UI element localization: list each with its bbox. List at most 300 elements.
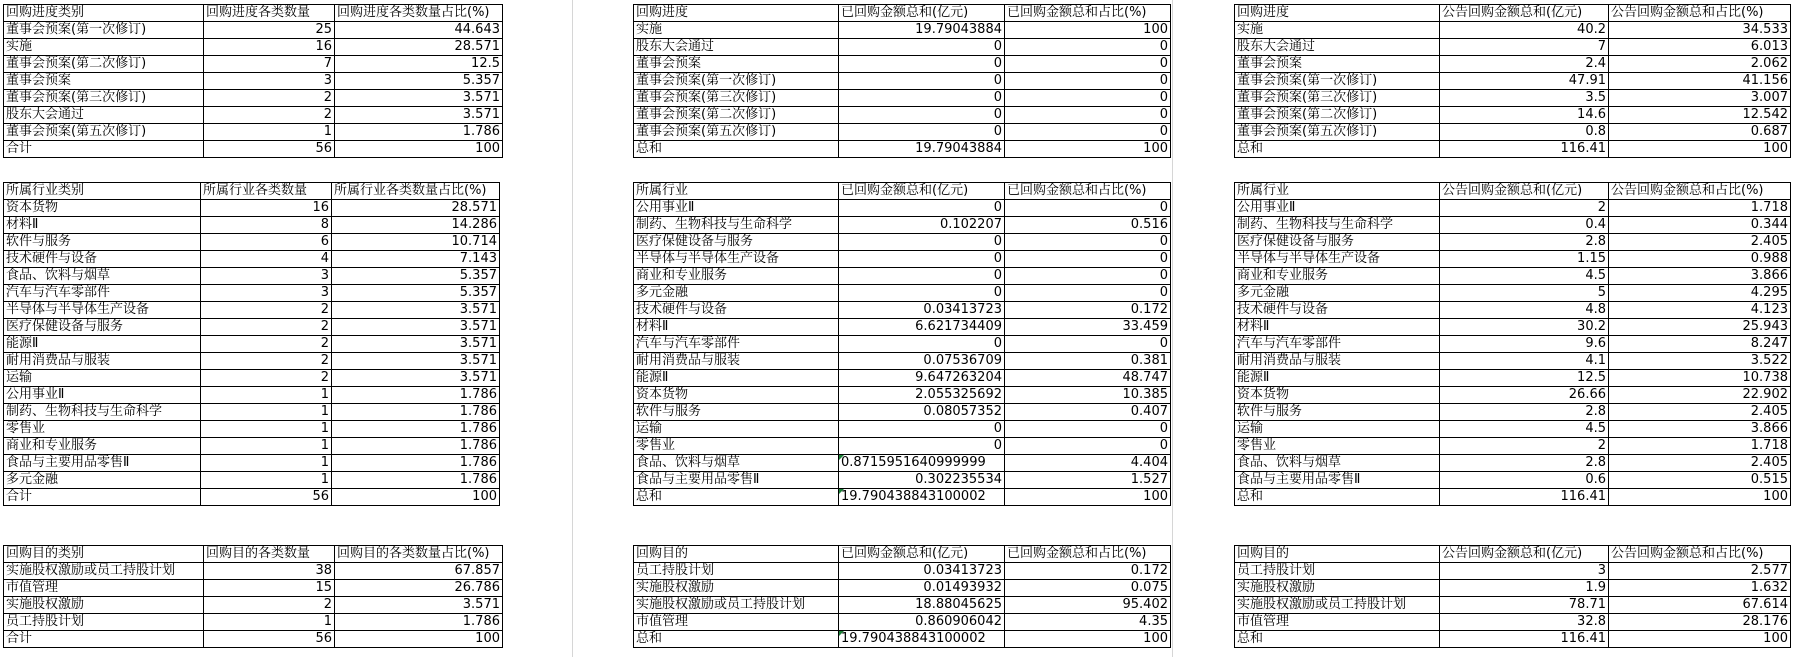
value-cell[interactable]: 0 (1005, 56, 1171, 73)
value-cell[interactable]: 2.577 (1609, 563, 1791, 580)
value-cell[interactable]: 26.786 (335, 580, 503, 597)
column-header[interactable]: 已回购金额总和(亿元) (839, 5, 1005, 22)
row-label-cell[interactable]: 市值管理 (4, 580, 204, 597)
row-label-cell[interactable]: 董事会预案(第五次修订) (1235, 124, 1440, 141)
row-label-cell[interactable]: 股东大会通过 (1235, 39, 1440, 56)
row-label-cell[interactable]: 资本货物 (1235, 387, 1440, 404)
value-cell[interactable]: 34.533 (1609, 22, 1791, 39)
row-label-cell[interactable]: 运输 (1235, 421, 1440, 438)
row-label-cell[interactable]: 董事会预案 (634, 56, 839, 73)
value-cell[interactable]: 0 (839, 200, 1005, 217)
value-cell[interactable]: 14.6 (1440, 107, 1609, 124)
value-cell[interactable]: 56 (204, 141, 335, 158)
value-cell[interactable]: 0.03413723 (839, 302, 1005, 319)
value-cell[interactable]: 40.2 (1440, 22, 1609, 39)
value-cell[interactable]: 2 (201, 370, 332, 387)
column-header[interactable]: 回购目的各类数量占比(%) (335, 546, 503, 563)
value-cell[interactable]: 1 (201, 438, 332, 455)
row-label-cell[interactable]: 股东大会通过 (4, 107, 204, 124)
value-cell[interactable]: 3 (204, 73, 335, 90)
value-cell[interactable]: 0 (839, 56, 1005, 73)
column-header[interactable]: 已回购金额总和占比(%) (1005, 546, 1171, 563)
row-label-cell[interactable]: 医疗保健设备与服务 (634, 234, 839, 251)
value-cell[interactable]: 0 (839, 73, 1005, 90)
row-label-cell[interactable]: 董事会预案(第五次修订) (4, 124, 204, 141)
column-header[interactable]: 已回购金额总和占比(%) (1005, 183, 1171, 200)
row-label-cell[interactable]: 员工持股计划 (1235, 563, 1440, 580)
row-label-cell[interactable]: 耐用消费品与服装 (634, 353, 839, 370)
value-cell[interactable]: 0 (1005, 73, 1171, 90)
value-cell[interactable]: 3.5 (1440, 90, 1609, 107)
row-label-cell[interactable]: 制药、生物科技与生命科学 (1235, 217, 1440, 234)
value-cell[interactable]: 2 (201, 336, 332, 353)
value-cell[interactable]: 67.614 (1609, 597, 1791, 614)
value-cell[interactable]: 0.381 (1005, 353, 1171, 370)
value-cell[interactable]: 0 (839, 268, 1005, 285)
value-cell[interactable]: 6.621734409 (839, 319, 1005, 336)
value-cell[interactable]: 2.8 (1440, 234, 1609, 251)
row-label-cell[interactable]: 汽车与汽车零部件 (1235, 336, 1440, 353)
row-label-cell[interactable]: 董事会预案(第一次修订) (4, 22, 204, 39)
value-cell[interactable]: 0.860906042 (839, 614, 1005, 631)
column-header[interactable]: 回购目的 (1235, 546, 1440, 563)
value-cell[interactable]: 12.542 (1609, 107, 1791, 124)
value-cell[interactable]: 7 (1440, 39, 1609, 56)
row-label-cell[interactable]: 半导体与半导体生产设备 (4, 302, 201, 319)
value-cell[interactable]: 0 (1005, 39, 1171, 56)
column-header[interactable]: 所属行业 (634, 183, 839, 200)
value-cell[interactable]: 28.176 (1609, 614, 1791, 631)
value-cell[interactable]: 48.747 (1005, 370, 1171, 387)
row-label-cell[interactable]: 总和 (634, 631, 839, 648)
row-label-cell[interactable]: 实施 (1235, 22, 1440, 39)
value-cell[interactable]: 5.357 (335, 73, 503, 90)
value-cell[interactable]: 12.5 (335, 56, 503, 73)
value-cell[interactable]: 0.515 (1609, 472, 1791, 489)
row-label-cell[interactable]: 实施股权激励或员工持股计划 (1235, 597, 1440, 614)
value-cell[interactable]: 6.013 (1609, 39, 1791, 56)
value-cell[interactable]: 4.1 (1440, 353, 1609, 370)
column-header[interactable]: 公告回购金额总和(亿元) (1440, 183, 1609, 200)
value-cell[interactable]: 19.790438843100002 (839, 631, 1005, 648)
column-header[interactable]: 已回购金额总和占比(%) (1005, 5, 1171, 22)
value-cell[interactable]: 1.786 (332, 438, 500, 455)
value-cell[interactable]: 2 (204, 90, 335, 107)
value-cell[interactable]: 5.357 (332, 268, 500, 285)
column-header[interactable]: 已回购金额总和(亿元) (839, 183, 1005, 200)
value-cell[interactable]: 0.07536709 (839, 353, 1005, 370)
row-label-cell[interactable]: 能源Ⅱ (634, 370, 839, 387)
row-label-cell[interactable]: 医疗保健设备与服务 (4, 319, 201, 336)
row-label-cell[interactable]: 总和 (1235, 489, 1440, 506)
value-cell[interactable]: 0 (1005, 234, 1171, 251)
row-label-cell[interactable]: 资本货物 (4, 200, 201, 217)
column-header[interactable]: 回购目的类别 (4, 546, 204, 563)
value-cell[interactable]: 0 (1005, 285, 1171, 302)
value-cell[interactable]: 0 (839, 107, 1005, 124)
value-cell[interactable]: 100 (332, 489, 500, 506)
value-cell[interactable]: 0 (1005, 251, 1171, 268)
value-cell[interactable]: 2 (201, 302, 332, 319)
value-cell[interactable]: 1.9 (1440, 580, 1609, 597)
value-cell[interactable]: 100 (1005, 22, 1171, 39)
value-cell[interactable]: 2.055325692 (839, 387, 1005, 404)
column-header[interactable]: 已回购金额总和(亿元) (839, 546, 1005, 563)
row-label-cell[interactable]: 公用事业Ⅱ (4, 387, 201, 404)
value-cell[interactable]: 1.786 (332, 421, 500, 438)
column-header[interactable]: 回购进度类别 (4, 5, 204, 22)
value-cell[interactable]: 6 (201, 234, 332, 251)
value-cell[interactable]: 26.66 (1440, 387, 1609, 404)
row-label-cell[interactable]: 制药、生物科技与生命科学 (634, 217, 839, 234)
value-cell[interactable]: 2.4 (1440, 56, 1609, 73)
value-cell[interactable]: 2.062 (1609, 56, 1791, 73)
row-label-cell[interactable]: 商业和专业服务 (634, 268, 839, 285)
value-cell[interactable]: 100 (335, 141, 503, 158)
value-cell[interactable]: 3.571 (335, 90, 503, 107)
value-cell[interactable]: 1 (201, 472, 332, 489)
value-cell[interactable]: 19.79043884 (839, 22, 1005, 39)
row-label-cell[interactable]: 董事会预案(第一次修订) (634, 73, 839, 90)
value-cell[interactable]: 4.35 (1005, 614, 1171, 631)
row-label-cell[interactable]: 员工持股计划 (4, 614, 204, 631)
row-label-cell[interactable]: 食品、饮料与烟草 (634, 455, 839, 472)
row-label-cell[interactable]: 董事会预案(第二次修订) (4, 56, 204, 73)
value-cell[interactable]: 2 (1440, 438, 1609, 455)
value-cell[interactable]: 0.988 (1609, 251, 1791, 268)
value-cell[interactable]: 0.302235534 (839, 472, 1005, 489)
row-label-cell[interactable]: 软件与服务 (4, 234, 201, 251)
row-label-cell[interactable]: 合计 (4, 141, 204, 158)
value-cell[interactable]: 2 (201, 353, 332, 370)
value-cell[interactable]: 0 (839, 90, 1005, 107)
value-cell[interactable]: 4 (201, 251, 332, 268)
value-cell[interactable]: 0 (1005, 200, 1171, 217)
row-label-cell[interactable]: 实施股权激励 (4, 597, 204, 614)
row-label-cell[interactable]: 多元金融 (1235, 285, 1440, 302)
value-cell[interactable]: 0.01493932 (839, 580, 1005, 597)
column-header[interactable]: 所属行业 (1235, 183, 1440, 200)
row-label-cell[interactable]: 运输 (634, 421, 839, 438)
column-header[interactable]: 回购进度各类数量占比(%) (335, 5, 503, 22)
value-cell[interactable]: 3.571 (332, 302, 500, 319)
value-cell[interactable]: 0.8715951640999999 (839, 455, 1005, 472)
column-header[interactable]: 公告回购金额总和(亿元) (1440, 546, 1609, 563)
value-cell[interactable]: 10.738 (1609, 370, 1791, 387)
value-cell[interactable]: 3.866 (1609, 268, 1791, 285)
value-cell[interactable]: 3 (201, 285, 332, 302)
value-cell[interactable]: 3.571 (332, 336, 500, 353)
row-label-cell[interactable]: 制药、生物科技与生命科学 (4, 404, 201, 421)
value-cell[interactable]: 0.102207 (839, 217, 1005, 234)
column-header[interactable]: 回购目的各类数量 (204, 546, 335, 563)
value-cell[interactable]: 2.405 (1609, 234, 1791, 251)
row-label-cell[interactable]: 董事会预案 (4, 73, 204, 90)
row-label-cell[interactable]: 总和 (634, 141, 839, 158)
value-cell[interactable]: 4.404 (1005, 455, 1171, 472)
value-cell[interactable]: 22.902 (1609, 387, 1791, 404)
row-label-cell[interactable]: 实施股权激励或员工持股计划 (4, 563, 204, 580)
value-cell[interactable]: 0.08057352 (839, 404, 1005, 421)
value-cell[interactable]: 0 (839, 438, 1005, 455)
value-cell[interactable]: 7 (204, 56, 335, 73)
row-label-cell[interactable]: 汽车与汽车零部件 (634, 336, 839, 353)
row-label-cell[interactable]: 医疗保健设备与服务 (1235, 234, 1440, 251)
value-cell[interactable]: 5 (1440, 285, 1609, 302)
value-cell[interactable]: 0 (839, 336, 1005, 353)
row-label-cell[interactable]: 食品与主要用品零售Ⅱ (4, 455, 201, 472)
value-cell[interactable]: 100 (1609, 141, 1791, 158)
row-label-cell[interactable]: 董事会预案(第二次修订) (1235, 107, 1440, 124)
row-label-cell[interactable]: 实施股权激励或员工持股计划 (634, 597, 839, 614)
value-cell[interactable]: 100 (1005, 631, 1171, 648)
value-cell[interactable]: 100 (335, 631, 503, 648)
value-cell[interactable]: 0.172 (1005, 563, 1171, 580)
column-header[interactable]: 回购进度 (1235, 5, 1440, 22)
row-label-cell[interactable]: 董事会预案 (1235, 56, 1440, 73)
value-cell[interactable]: 8.247 (1609, 336, 1791, 353)
column-header[interactable]: 所属行业类别 (4, 183, 201, 200)
value-cell[interactable]: 44.643 (335, 22, 503, 39)
row-label-cell[interactable]: 商业和专业服务 (4, 438, 201, 455)
value-cell[interactable]: 2.405 (1609, 455, 1791, 472)
row-label-cell[interactable]: 总和 (1235, 141, 1440, 158)
value-cell[interactable]: 1 (201, 455, 332, 472)
value-cell[interactable]: 2 (204, 597, 335, 614)
value-cell[interactable]: 0 (1005, 336, 1171, 353)
value-cell[interactable]: 0.6 (1440, 472, 1609, 489)
value-cell[interactable]: 1.718 (1609, 438, 1791, 455)
value-cell[interactable]: 116.41 (1440, 489, 1609, 506)
row-label-cell[interactable]: 食品与主要用品零售Ⅱ (1235, 472, 1440, 489)
value-cell[interactable]: 0.172 (1005, 302, 1171, 319)
row-label-cell[interactable]: 公用事业Ⅱ (634, 200, 839, 217)
value-cell[interactable]: 1 (204, 614, 335, 631)
value-cell[interactable]: 30.2 (1440, 319, 1609, 336)
value-cell[interactable]: 3.571 (335, 597, 503, 614)
row-label-cell[interactable]: 实施股权激励 (1235, 580, 1440, 597)
value-cell[interactable]: 2.405 (1609, 404, 1791, 421)
value-cell[interactable]: 116.41 (1440, 631, 1609, 648)
value-cell[interactable]: 0.344 (1609, 217, 1791, 234)
value-cell[interactable]: 0.03413723 (839, 563, 1005, 580)
value-cell[interactable]: 0 (1005, 107, 1171, 124)
value-cell[interactable]: 0.516 (1005, 217, 1171, 234)
value-cell[interactable]: 1.786 (335, 614, 503, 631)
value-cell[interactable]: 1.15 (1440, 251, 1609, 268)
value-cell[interactable]: 16 (204, 39, 335, 56)
row-label-cell[interactable]: 市值管理 (634, 614, 839, 631)
value-cell[interactable]: 2 (1440, 200, 1609, 217)
value-cell[interactable]: 95.402 (1005, 597, 1171, 614)
row-label-cell[interactable]: 股东大会通过 (634, 39, 839, 56)
value-cell[interactable]: 0.8 (1440, 124, 1609, 141)
value-cell[interactable]: 0.687 (1609, 124, 1791, 141)
value-cell[interactable]: 1.786 (332, 387, 500, 404)
value-cell[interactable]: 4.295 (1609, 285, 1791, 302)
value-cell[interactable]: 100 (1609, 489, 1791, 506)
value-cell[interactable]: 15 (204, 580, 335, 597)
value-cell[interactable]: 38 (204, 563, 335, 580)
row-label-cell[interactable]: 食品与主要用品零售Ⅱ (634, 472, 839, 489)
row-label-cell[interactable]: 实施股权激励 (634, 580, 839, 597)
value-cell[interactable]: 8 (201, 217, 332, 234)
row-label-cell[interactable]: 多元金融 (4, 472, 201, 489)
value-cell[interactable]: 7.143 (332, 251, 500, 268)
column-header[interactable]: 回购目的 (634, 546, 839, 563)
value-cell[interactable]: 1.718 (1609, 200, 1791, 217)
value-cell[interactable]: 0 (839, 251, 1005, 268)
value-cell[interactable]: 3.571 (335, 107, 503, 124)
value-cell[interactable]: 0 (1005, 124, 1171, 141)
value-cell[interactable]: 14.286 (332, 217, 500, 234)
value-cell[interactable]: 100 (1005, 141, 1171, 158)
value-cell[interactable]: 1.786 (332, 455, 500, 472)
value-cell[interactable]: 0.075 (1005, 580, 1171, 597)
value-cell[interactable]: 0.4 (1440, 217, 1609, 234)
row-label-cell[interactable]: 总和 (1235, 631, 1440, 648)
value-cell[interactable]: 32.8 (1440, 614, 1609, 631)
value-cell[interactable]: 25 (204, 22, 335, 39)
value-cell[interactable]: 2 (204, 107, 335, 124)
value-cell[interactable]: 18.88045625 (839, 597, 1005, 614)
row-label-cell[interactable]: 零售业 (4, 421, 201, 438)
value-cell[interactable]: 3 (201, 268, 332, 285)
value-cell[interactable]: 3.571 (332, 353, 500, 370)
row-label-cell[interactable]: 技术硬件与设备 (634, 302, 839, 319)
row-label-cell[interactable]: 耐用消费品与服装 (1235, 353, 1440, 370)
value-cell[interactable]: 1.786 (332, 404, 500, 421)
row-label-cell[interactable]: 员工持股计划 (634, 563, 839, 580)
value-cell[interactable]: 47.91 (1440, 73, 1609, 90)
value-cell[interactable]: 100 (1005, 489, 1171, 506)
value-cell[interactable]: 1.786 (335, 124, 503, 141)
value-cell[interactable]: 0 (839, 421, 1005, 438)
row-label-cell[interactable]: 董事会预案(第五次修订) (634, 124, 839, 141)
row-label-cell[interactable]: 半导体与半导体生产设备 (634, 251, 839, 268)
value-cell[interactable]: 4.5 (1440, 268, 1609, 285)
value-cell[interactable]: 3.522 (1609, 353, 1791, 370)
value-cell[interactable]: 12.5 (1440, 370, 1609, 387)
column-header[interactable]: 公告回购金额总和占比(%) (1609, 5, 1791, 22)
value-cell[interactable]: 3.866 (1609, 421, 1791, 438)
column-header[interactable]: 所属行业各类数量占比(%) (332, 183, 500, 200)
value-cell[interactable]: 19.790438843100002 (839, 489, 1005, 506)
value-cell[interactable]: 1.527 (1005, 472, 1171, 489)
value-cell[interactable]: 0 (839, 39, 1005, 56)
value-cell[interactable]: 2 (201, 319, 332, 336)
value-cell[interactable]: 4.123 (1609, 302, 1791, 319)
column-header[interactable]: 公告回购金额总和占比(%) (1609, 183, 1791, 200)
row-label-cell[interactable]: 董事会预案(第三次修订) (1235, 90, 1440, 107)
value-cell[interactable]: 5.357 (332, 285, 500, 302)
value-cell[interactable]: 0 (1005, 438, 1171, 455)
value-cell[interactable]: 10.714 (332, 234, 500, 251)
row-label-cell[interactable]: 董事会预案(第三次修订) (4, 90, 204, 107)
value-cell[interactable]: 0 (839, 234, 1005, 251)
value-cell[interactable]: 1 (201, 421, 332, 438)
column-header[interactable]: 公告回购金额总和(亿元) (1440, 5, 1609, 22)
row-label-cell[interactable]: 技术硬件与设备 (1235, 302, 1440, 319)
value-cell[interactable]: 1 (201, 404, 332, 421)
row-label-cell[interactable]: 能源Ⅱ (1235, 370, 1440, 387)
row-label-cell[interactable]: 耐用消费品与服装 (4, 353, 201, 370)
value-cell[interactable]: 3.571 (332, 319, 500, 336)
row-label-cell[interactable]: 董事会预案(第二次修订) (634, 107, 839, 124)
row-label-cell[interactable]: 材料Ⅱ (4, 217, 201, 234)
value-cell[interactable]: 0 (1005, 268, 1171, 285)
value-cell[interactable]: 4.8 (1440, 302, 1609, 319)
column-header[interactable]: 公告回购金额总和占比(%) (1609, 546, 1791, 563)
row-label-cell[interactable]: 技术硬件与设备 (4, 251, 201, 268)
value-cell[interactable]: 1 (201, 387, 332, 404)
row-label-cell[interactable]: 半导体与半导体生产设备 (1235, 251, 1440, 268)
row-label-cell[interactable]: 合计 (4, 489, 201, 506)
value-cell[interactable]: 25.943 (1609, 319, 1791, 336)
column-header[interactable]: 回购进度 (634, 5, 839, 22)
row-label-cell[interactable]: 总和 (634, 489, 839, 506)
value-cell[interactable]: 56 (204, 631, 335, 648)
value-cell[interactable]: 78.71 (1440, 597, 1609, 614)
row-label-cell[interactable]: 资本货物 (634, 387, 839, 404)
row-label-cell[interactable]: 零售业 (1235, 438, 1440, 455)
row-label-cell[interactable]: 多元金融 (634, 285, 839, 302)
row-label-cell[interactable]: 合计 (4, 631, 204, 648)
value-cell[interactable]: 33.459 (1005, 319, 1171, 336)
value-cell[interactable]: 0 (1005, 90, 1171, 107)
value-cell[interactable]: 67.857 (335, 563, 503, 580)
row-label-cell[interactable]: 食品、饮料与烟草 (4, 268, 201, 285)
row-label-cell[interactable]: 市值管理 (1235, 614, 1440, 631)
row-label-cell[interactable]: 董事会预案(第一次修订) (1235, 73, 1440, 90)
row-label-cell[interactable]: 商业和专业服务 (1235, 268, 1440, 285)
value-cell[interactable]: 19.79043884 (839, 141, 1005, 158)
value-cell[interactable]: 9.6 (1440, 336, 1609, 353)
row-label-cell[interactable]: 能源Ⅱ (4, 336, 201, 353)
value-cell[interactable]: 56 (201, 489, 332, 506)
value-cell[interactable]: 10.385 (1005, 387, 1171, 404)
row-label-cell[interactable]: 董事会预案(第三次修订) (634, 90, 839, 107)
row-label-cell[interactable]: 汽车与汽车零部件 (4, 285, 201, 302)
value-cell[interactable]: 3.571 (332, 370, 500, 387)
value-cell[interactable]: 3.007 (1609, 90, 1791, 107)
row-label-cell[interactable]: 公用事业Ⅱ (1235, 200, 1440, 217)
row-label-cell[interactable]: 实施 (634, 22, 839, 39)
value-cell[interactable]: 28.571 (335, 39, 503, 56)
column-header[interactable]: 所属行业各类数量 (201, 183, 332, 200)
value-cell[interactable]: 16 (201, 200, 332, 217)
row-label-cell[interactable]: 材料Ⅱ (634, 319, 839, 336)
value-cell[interactable]: 116.41 (1440, 141, 1609, 158)
value-cell[interactable]: 28.571 (332, 200, 500, 217)
row-label-cell[interactable]: 软件与服务 (1235, 404, 1440, 421)
value-cell[interactable]: 4.5 (1440, 421, 1609, 438)
value-cell[interactable]: 2.8 (1440, 404, 1609, 421)
value-cell[interactable]: 0.407 (1005, 404, 1171, 421)
row-label-cell[interactable]: 食品、饮料与烟草 (1235, 455, 1440, 472)
value-cell[interactable]: 1.632 (1609, 580, 1791, 597)
value-cell[interactable]: 41.156 (1609, 73, 1791, 90)
row-label-cell[interactable]: 运输 (4, 370, 201, 387)
value-cell[interactable]: 1.786 (332, 472, 500, 489)
value-cell[interactable]: 0 (839, 124, 1005, 141)
value-cell[interactable]: 9.647263204 (839, 370, 1005, 387)
value-cell[interactable]: 0 (839, 285, 1005, 302)
column-header[interactable]: 回购进度各类数量 (204, 5, 335, 22)
value-cell[interactable]: 1 (204, 124, 335, 141)
row-label-cell[interactable]: 软件与服务 (634, 404, 839, 421)
value-cell[interactable]: 100 (1609, 631, 1791, 648)
